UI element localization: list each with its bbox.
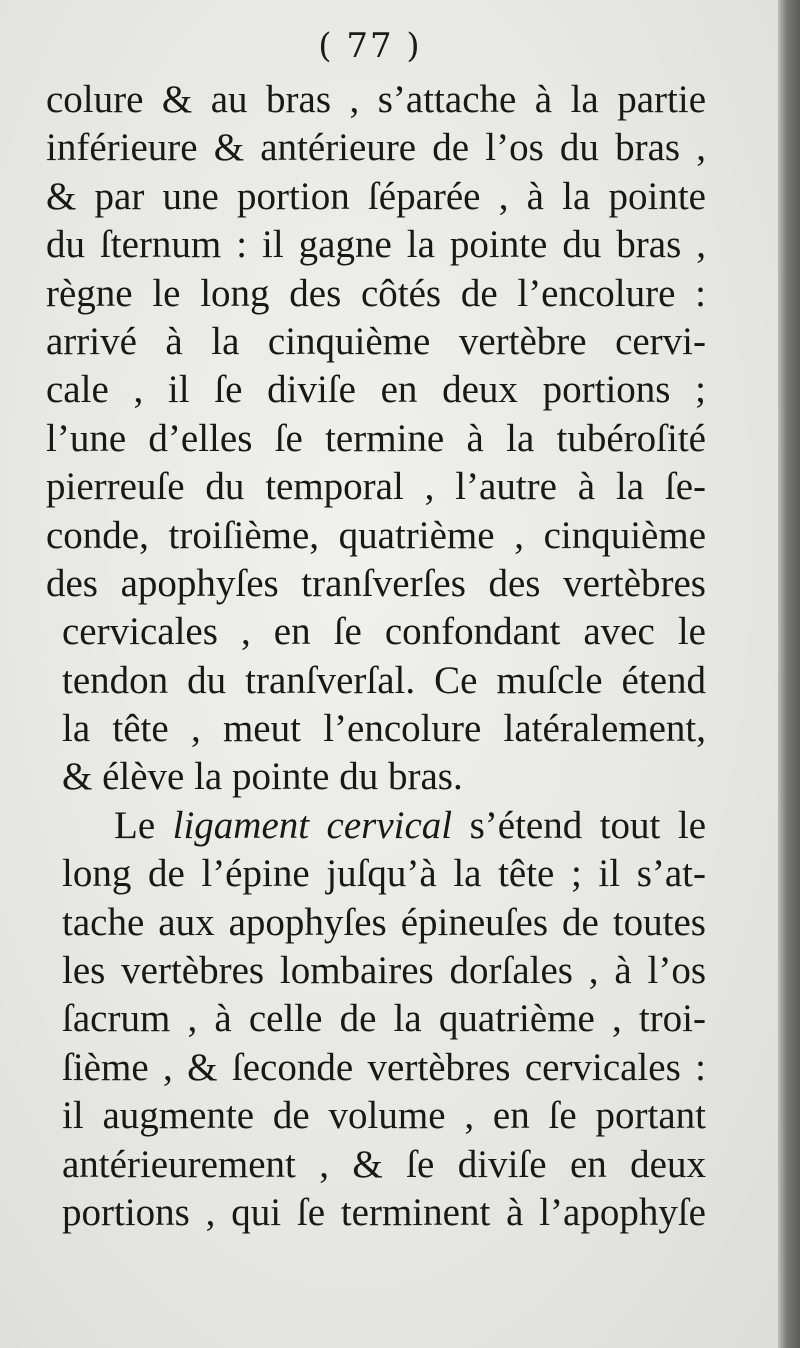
text-line: & élève la pointe du bras. <box>62 755 463 799</box>
page-text <box>46 76 706 1237</box>
page-edge-shadow <box>778 0 800 1348</box>
text-line: ſacrum , à celle de la quatrième , troi- <box>62 997 706 1041</box>
text-line: cervicales , en ſe confondant avec le <box>62 610 706 654</box>
text-line: conde, troiſième, quatrième , cinquième <box>46 513 706 557</box>
text-run: Le <box>114 803 173 847</box>
text-line: il augmente de volume , en ſe portant <box>62 1094 706 1138</box>
text-line: l’une d’elles ſe termine à la tubéroſité <box>46 416 706 460</box>
text-line: du ſternum : il gagne la pointe du bras , <box>46 223 706 267</box>
text-line: règne le long des côtés de l’encolure : <box>46 271 706 315</box>
text-line: tendon du tranſverſal. Ce muſcle étend <box>62 658 706 702</box>
paragraph-first-line <box>46 802 706 850</box>
paragraph-1 <box>46 76 706 802</box>
text-line: antérieurement , & ſe diviſe en deux <box>62 1142 706 1186</box>
text-line: & par une portion ſéparée , à la pointe <box>46 174 706 218</box>
text-line: arrivé à la cinquième vertèbre cervi- <box>46 319 706 363</box>
text-line: tache aux apophyſes épineuſes de toutes <box>62 900 706 944</box>
text-line: inférieure & antérieure de l’os du bras , <box>46 126 706 170</box>
page-number: ( 77 ) <box>318 26 422 66</box>
text-run: s’étend tout le <box>452 803 706 847</box>
text-line: cale , il ſe diviſe en deux portions ; <box>46 368 706 412</box>
text-line: les vertèbres lombaires dorſales , à l’os <box>62 949 706 993</box>
text-line: portions , qui ſe terminent à l’apophyſe <box>62 1190 706 1234</box>
italic-term: ligament cervical <box>172 803 453 847</box>
text-line: la tête , meut l’encolure latéralement, <box>62 707 706 751</box>
text-line: ſième , & ſeconde vertèbres cervicales : <box>62 1045 706 1089</box>
text-line: colure & au bras , s’attache à la partie <box>46 78 706 121</box>
text-line: pierreuſe du temporal , l’autre à la ſe- <box>46 465 706 509</box>
text-line: long de l’épine juſqu’à la tête ; il s’at- <box>62 852 706 896</box>
paragraph-2 <box>46 802 706 1238</box>
text-line: des apophyſes tranſverſes des vertèbres <box>46 561 706 605</box>
